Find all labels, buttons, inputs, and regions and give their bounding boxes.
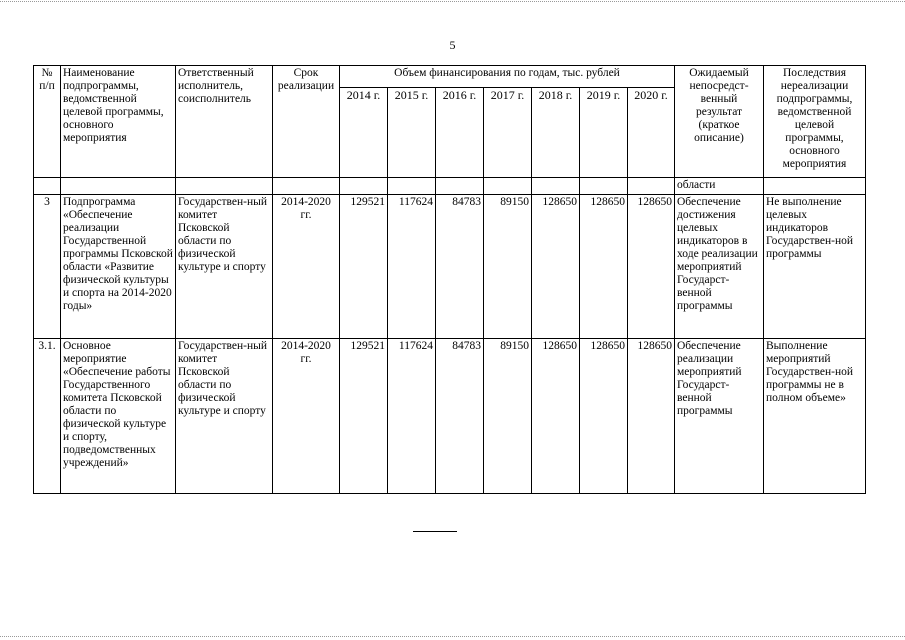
table-row (34, 339, 866, 494)
row-value: 129521 (340, 195, 388, 339)
row-value: 128650 (628, 339, 675, 494)
bottom-scan-edge (0, 636, 905, 637)
row-value: 128650 (580, 339, 628, 494)
header-consequences: Последствия нереализации подпрограммы, ведомственной целевой программы, основного мероприятия (764, 66, 866, 178)
row-term: 2014-2020 гг. (273, 195, 340, 339)
carry-over-row (34, 178, 866, 195)
row-value: 89150 (484, 339, 532, 494)
row-value: 84783 (436, 195, 484, 339)
header-year: 2020 г. (628, 88, 675, 178)
header-financing: Объем финансирования по годам, тыс. рублей (340, 66, 675, 88)
row-num: 3.1. (34, 339, 61, 494)
header-num: № п/п (34, 66, 61, 178)
page-number: 5 (449, 38, 456, 52)
row-value: 117624 (388, 339, 436, 494)
row-value: 117624 (388, 195, 436, 339)
header-term: Срок реализации (273, 66, 340, 178)
row-result: Обеспечение реализации мероприятий Государст-венной программы (675, 339, 764, 494)
table-row (34, 195, 866, 339)
row-result: Обеспечение достижения целевых индикаторов в ходе реализации мероприятий Государст-венной программы (675, 195, 764, 339)
header-year: 2016 г. (436, 88, 484, 178)
top-scan-edge (0, 1, 905, 2)
header-result: Ожидаемый непосредст-венный результат (краткое описание) (675, 66, 764, 178)
end-of-table-dash (413, 531, 457, 532)
header-year: 2017 г. (484, 88, 532, 178)
header-year: 2019 г. (580, 88, 628, 178)
row-value: 128650 (628, 195, 675, 339)
header-responsible: Ответственный исполнитель, соисполнитель (176, 66, 273, 178)
row-value: 128650 (532, 195, 580, 339)
row-name: Подпрограмма «Обеспечение реализации Государственной программы Псковской области «Развитие физической культуры и спорта на 2014-2020 годы» (61, 195, 176, 339)
header-name: Наименование подпрограммы, ведомственной целевой программы, основного мероприятия (61, 66, 176, 178)
carry-over-result: области (675, 178, 764, 195)
row-consequences: Выполнение мероприятий Государствен-ной программы не в полном объеме» (764, 339, 866, 494)
financing-table (33, 65, 866, 494)
row-responsible: Государствен-ный комитет Псковской области по физической культуре и спорту (176, 195, 273, 339)
row-name: Основное мероприятие «Обеспечение работы Государственного комитета Псковской области по физической культуре и спорту, подведомственных учреждений» (61, 339, 176, 494)
row-value: 128650 (580, 195, 628, 339)
row-num: 3 (34, 195, 61, 339)
row-value: 128650 (532, 339, 580, 494)
row-responsible: Государствен-ный комитет Псковской области по физической культуре и спорту (176, 339, 273, 494)
row-value: 129521 (340, 339, 388, 494)
header-year: 2018 г. (532, 88, 580, 178)
header-year: 2015 г. (388, 88, 436, 178)
row-term: 2014-2020 гг. (273, 339, 340, 494)
row-value: 84783 (436, 339, 484, 494)
row-consequences: Не выполнение целевых индикаторов Государствен-ной программы (764, 195, 866, 339)
row-value: 89150 (484, 195, 532, 339)
header-year: 2014 г. (340, 88, 388, 178)
